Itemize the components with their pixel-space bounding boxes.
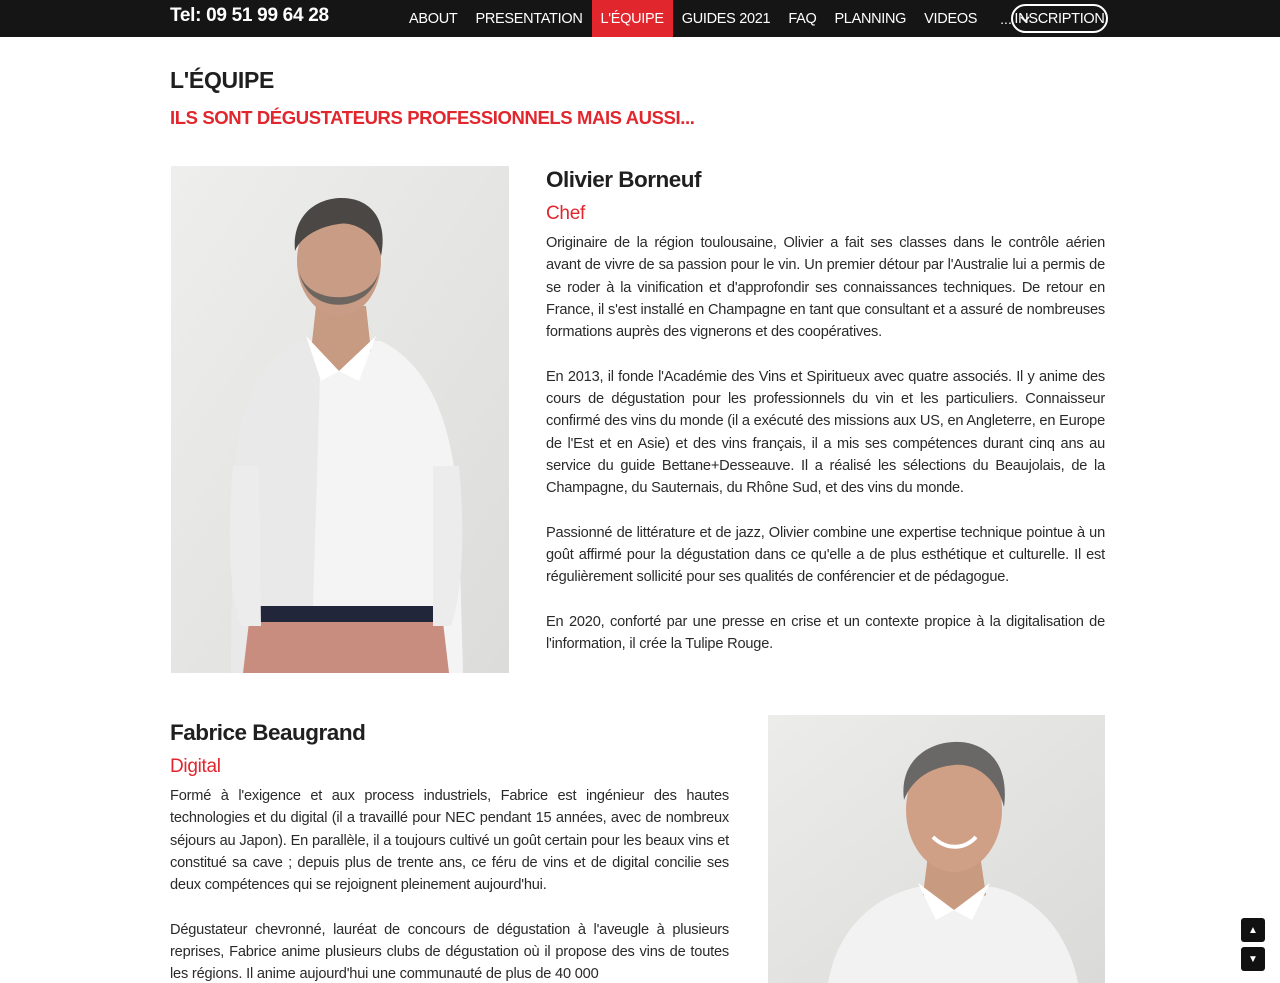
phone-number[interactable]: Tel: 09 51 99 64 28 xyxy=(170,5,329,26)
nav-faq[interactable]: FAQ xyxy=(788,10,817,27)
bio-paragraph: Dégustateur chevronné, lauréat de concours de dégustation à l'aveugle à plusieurs reprises, Fabrice anime plusieurs clubs de dégustation où il propose des vins de toutes les régions. Il anime aujourd'hui une communauté de plus de 40 000 xyxy=(170,921,729,983)
arrow-up-icon: ▲ xyxy=(1248,924,1258,936)
member-bio xyxy=(170,785,729,983)
bio-paragraph: Formé à l'exigence et aux process industriels, Fabrice est ingénieur des hautes technologies et du digital (il a travaillé pour NEC pendant 15 années, avec de nombreux séjours au Japon). En parallèle, il a toujours cultivé un goût certain pour les beaux vins et constitué sa cave ; depuis plus de trente ans, ce féru de vins et de digital concilie ses deux compétences qui se rejoignent pleinement aujourd'hui. xyxy=(170,788,729,894)
main-nav xyxy=(400,0,1036,37)
page-subtitle: ILS SONT DÉGUSTATEURS PROFESSIONNELS MAIS AUSSI... xyxy=(170,107,695,128)
member-photo-fabrice xyxy=(768,715,1105,983)
member-name: Fabrice Beaugrand xyxy=(170,720,366,745)
bio-paragraph: En 2013, il fonde l'Académie des Vins et Spiritueux avec quatre associés. Il y anime des cours de dégustation pour les professionnels du vin et les particuliers. Connaisseur confirmé des vins du monde (il a exécuté des missions aux US, en Angleterre, en Europe de l'Est et en Asie) et des vins français, il a mis ses compétences durant cinq ans au service du guide Bettane+Desseauve. Il a réalisé les sélections du Beaujolais, de la Champagne, du Sauternais, du Rhône Sud, et des vins du monde. xyxy=(546,368,1105,497)
arrow-down-icon: ▼ xyxy=(1248,953,1258,965)
bio-paragraph: Passionné de littérature et de jazz, Olivier combine une expertise technique pointue à un goût affirmé pour la dégustation dans ce qu'elle a de plus esthétique et culturelle. Il est régulièrement sollicité pour ses qualités de conférencier et de pédagogue. xyxy=(546,524,1105,586)
nav-more-label: ... xyxy=(1000,10,1012,27)
member-role: Chef xyxy=(546,203,585,224)
nav-videos[interactable]: VIDEOS xyxy=(924,10,978,27)
nav-guides-2021[interactable]: GUIDES 2021 xyxy=(681,10,771,27)
bio-paragraph: En 2020, conforté par une presse en crise et un contexte propice à la digitalisation de l'information, il crée la Tulipe Rouge. xyxy=(546,614,1105,653)
nav-about[interactable]: ABOUT xyxy=(409,10,458,27)
member-bio xyxy=(546,232,1105,678)
top-bar xyxy=(0,0,1280,37)
member-name: Olivier Borneuf xyxy=(546,167,702,192)
bio-paragraph: Originaire de la région toulousaine, Olivier a fait ses classes dans le contrôle aérien avant de vivre de sa passion pour le vin. Un premier détour par l'Australie lui a permis de se roder à la vinification et d'approfondir ses connaissances techniques. De retour en France, il s'est installé en Champagne en tant que consultant et a assuré de nombreuses formations auprès des vignerons et des coopératives. xyxy=(546,235,1105,341)
nav-presentation[interactable]: PRESENTATION xyxy=(475,10,583,27)
scroll-down-button[interactable] xyxy=(1241,947,1265,971)
nav-planning[interactable]: PLANNING xyxy=(834,10,907,27)
member-photo-olivier xyxy=(171,166,509,673)
inscription-button[interactable]: INSCRIPTION xyxy=(1011,4,1108,33)
scroll-up-button[interactable] xyxy=(1241,918,1265,942)
page-title: L'ÉQUIPE xyxy=(170,67,275,93)
member-role: Digital xyxy=(170,756,221,777)
nav-equipe[interactable]: L'ÉQUIPE xyxy=(592,0,673,37)
